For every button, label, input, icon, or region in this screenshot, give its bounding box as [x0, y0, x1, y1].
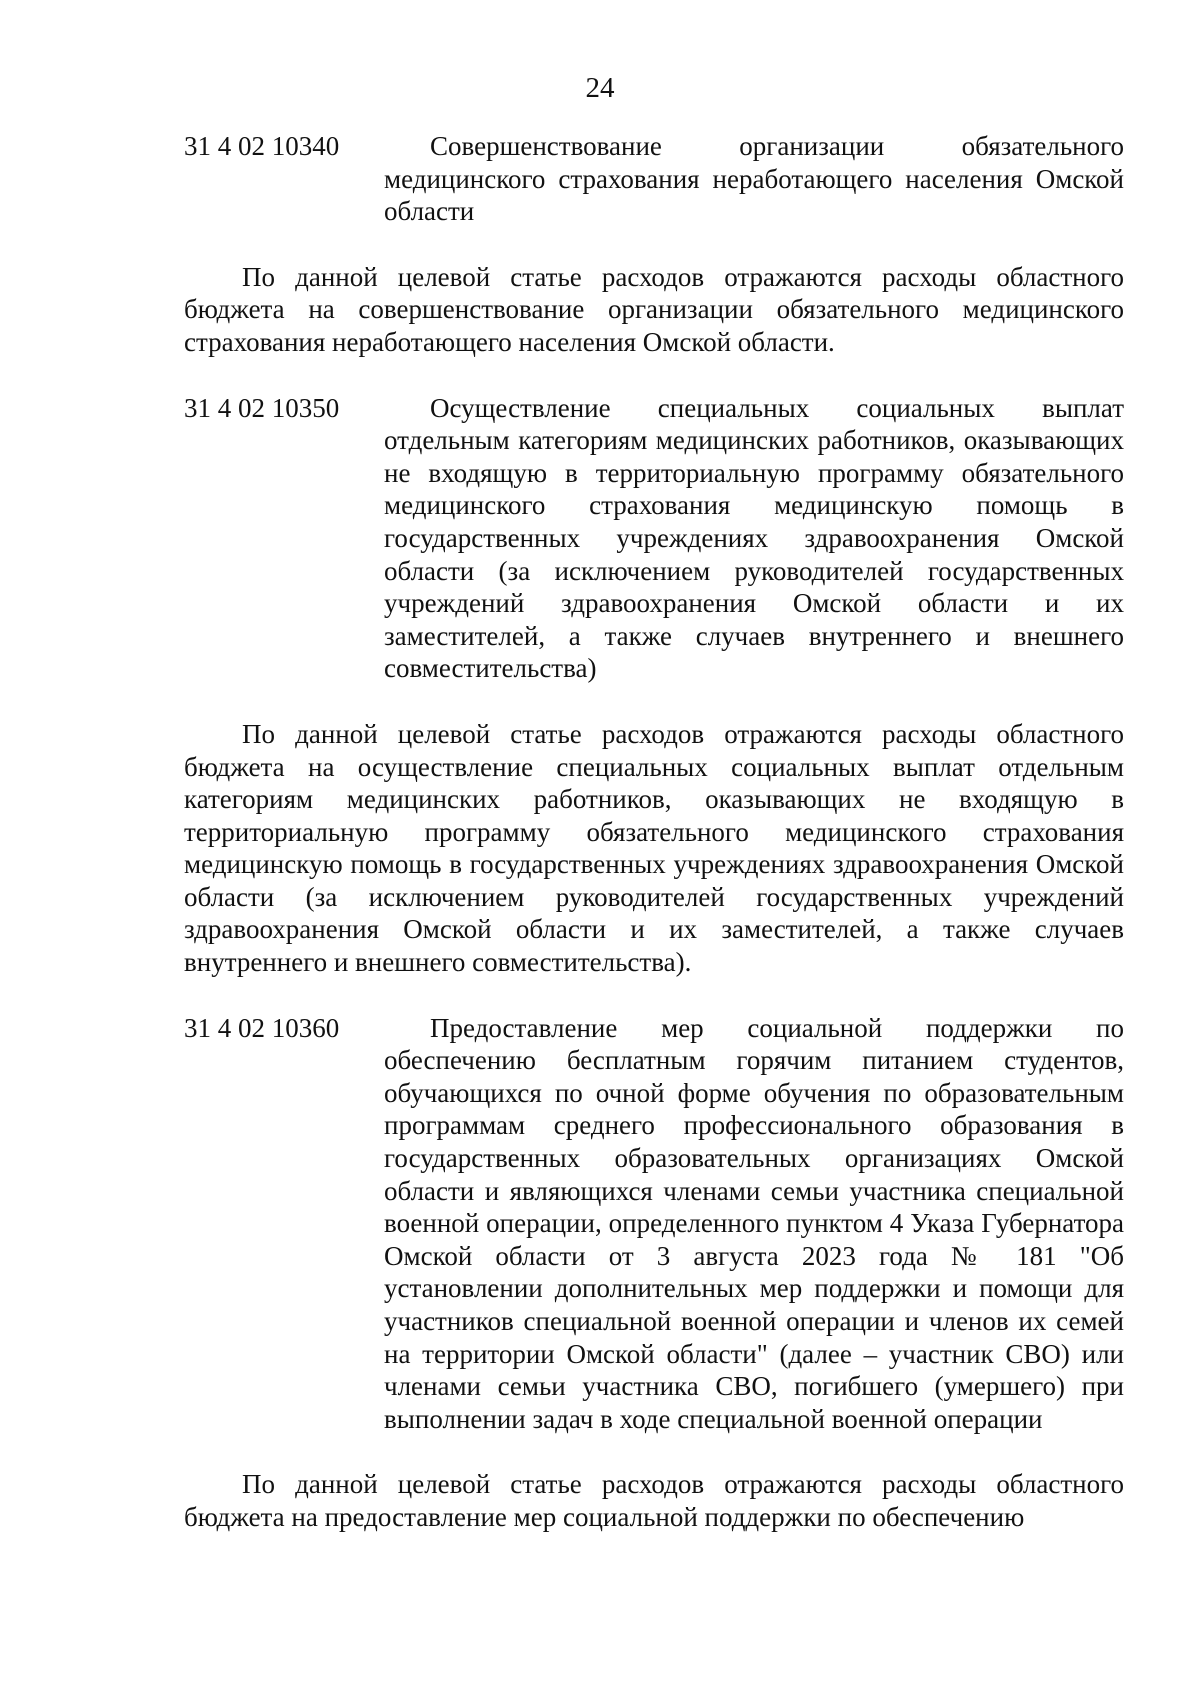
budget-article [184, 1012, 1124, 1436]
document-body [184, 130, 1124, 1534]
budget-article [184, 392, 1124, 685]
budget-article [184, 130, 1124, 228]
article-code: 31 4 02 10360 [184, 1012, 340, 1043]
article-description: По данной целевой статье расходов отражаются расходы областного бюджета на совершенствование организации обязательного медицинского страхования неработающего населения Омской области. [184, 261, 1124, 357]
article-code: 31 4 02 10340 [184, 131, 340, 161]
article-title: Осуществление специальных социальных выплат отдельным категориям медицинских работников, оказывающих не входящую в территориальную программу обязательного медицинского страхования медицинскую помощь в государственных учреждениях здравоохранения Омской области (за исключением руководителей государственных учреждений здравоохранения Омской области и их заместителей, а также случаев внутреннего и внешнего совместительства) [384, 392, 1124, 684]
article-title: Предоставление мер социальной поддержки по обеспечению бесплатным горячим питанием студентов, обучающихся по очной форме обучения по образовательным программам среднего профессионального образования в государственных образовательных организациях Омской области и являющихся членами семьи участника специальной военной операции, определенного пунктом 4 Указа Губернатора Омской области от 3 августа 2023 года № 181 "Об установлении дополнительных мер поддержки и помощи для участников специальной военной операции и членов их семей на территории Омской области" (далее – участник СВО) или членами семьи участника СВО, погибшего (умершего) при выполнении задач в ходе специальной военной операции [384, 1012, 1124, 1434]
article-title: Совершенствование организации обязательного медицинского страхования неработающего населения Омской области [384, 131, 1124, 227]
article-description: По данной целевой статье расходов отражаются расходы областного бюджета на предоставление мер социальной поддержки по обеспечению [184, 1469, 1124, 1532]
page-number: 24 [585, 72, 615, 104]
article-description: По данной целевой статье расходов отражаются расходы областного бюджета на осуществление специальных социальных выплат отдельным категориям медицинских работников, оказывающих не входящую в территориальную программу обязательного медицинского страхования медицинскую помощь в государственных учреждениях здравоохранения Омской области (за исключением руководителей государственных учреждений здравоохранения Омской области и их заместителей, а также случаев внутреннего и внешнего совместительства). [184, 718, 1124, 978]
article-code: 31 4 02 10350 [184, 392, 340, 423]
